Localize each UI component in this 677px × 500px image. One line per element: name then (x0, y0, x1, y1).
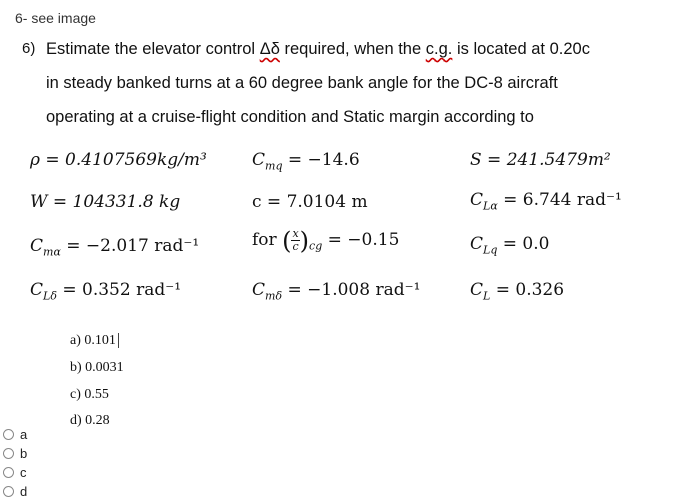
eq-rho: ρ = 0.4107569kg/m³ (30, 150, 207, 170)
problem-number: 6) (22, 40, 36, 57)
answer-option-a[interactable]: a (3, 427, 27, 442)
radio-icon[interactable] (3, 429, 14, 440)
radio-icon[interactable] (3, 448, 14, 459)
answer-option-b[interactable]: b (3, 446, 27, 461)
image-option-b: b) 0.0031 (70, 360, 124, 375)
radio-icon[interactable] (3, 467, 14, 478)
answer-option-d[interactable]: d (3, 484, 27, 499)
eq-cmd: $C_{m\delta} = -1.008$ rad⁻¹ (252, 280, 421, 303)
problem-line-3: operating at a cruise-flight condition and Static margin according to (46, 108, 534, 126)
answer-option-c[interactable]: c (3, 465, 27, 480)
eq-cma: $C_{m\alpha} = -2.017$ rad⁻¹ (30, 236, 200, 259)
eq-c: c = 7.0104 m (252, 192, 368, 212)
image-option-c: c) 0.55 (70, 387, 109, 402)
eq-cmq: $C_{mq} = -14.6$ (252, 150, 360, 173)
problem-line-1: Estimate the elevator control Δδ required, when the c.g. is located at 0.20c (46, 40, 590, 58)
text-cursor (118, 333, 119, 348)
image-option-d-clipped: d) 0.28 (70, 413, 110, 428)
image-option-a: a) 0.101 (70, 333, 119, 349)
eq-S: S = 241.5479m² (470, 150, 611, 170)
eq-xc: for ( $\frac{x}{c}$ )$_{cg} = -0.15$ (252, 226, 400, 255)
radio-icon[interactable] (3, 486, 14, 497)
eq-cld: $C_{L\delta} = 0.352$ rad⁻¹ (30, 280, 182, 303)
eq-W: W = 104331.8 kg (30, 192, 181, 212)
eq-clq: $C_{Lq} = 0.0$ (470, 234, 550, 257)
question-title: 6- see image (15, 10, 96, 26)
problem-line-2: in steady banked turns at a 60 degree bank angle for the DC-8 aircraft (46, 74, 558, 92)
eq-cla: $C_{L\alpha} = 6.744$ rad⁻¹ (470, 190, 622, 213)
eq-cl: $C_L = 0.326$ (470, 280, 565, 303)
